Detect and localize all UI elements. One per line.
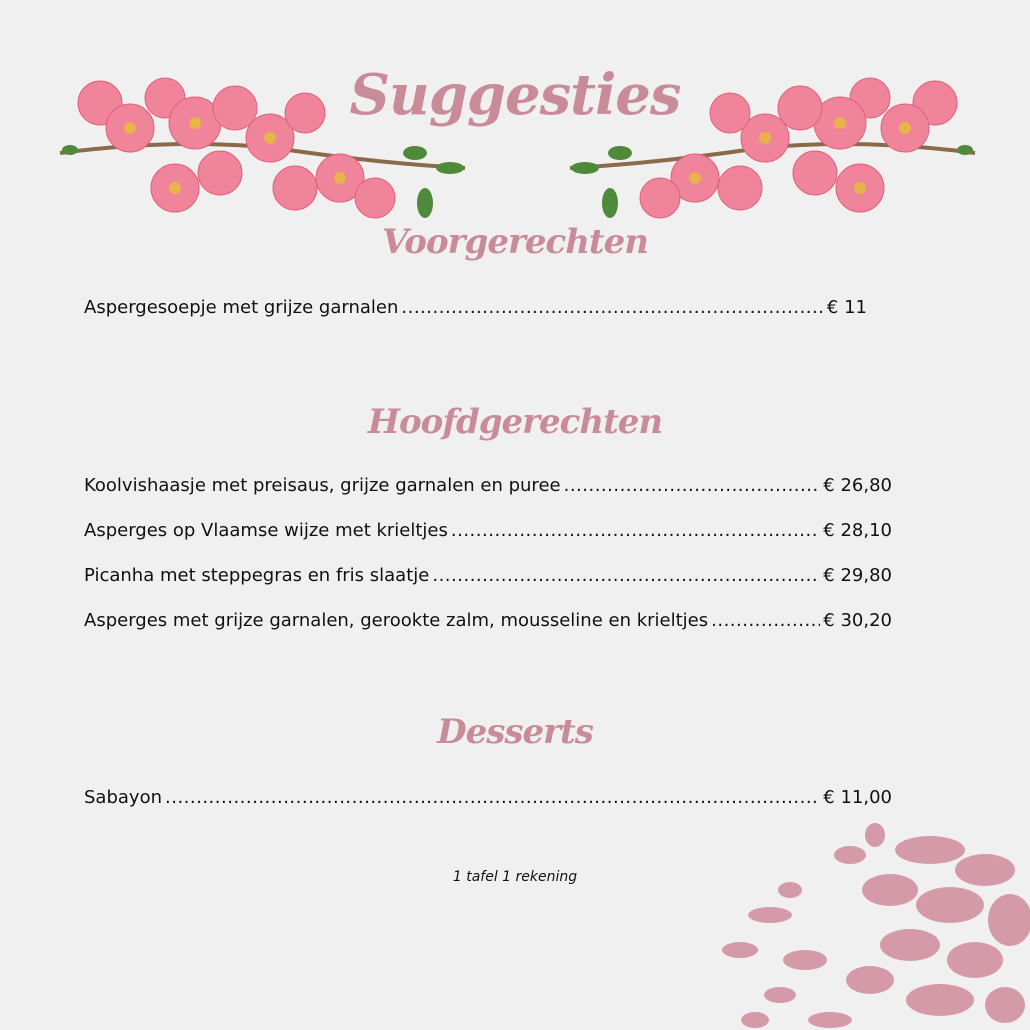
menu-item-name: Aspergesoepje met grijze garnalen [84, 297, 399, 318]
menu-item-price: € 11,00 [823, 787, 892, 808]
menu-item-price: € 29,80 [823, 565, 892, 586]
section-heading-desserts: Desserts [437, 712, 593, 752]
menu-item-name: Asperges met grijze garnalen, gerookte zalm, mousseline en krieltjes [84, 610, 709, 631]
section-heading-voorgerechten: Voorgerechten [382, 222, 648, 262]
menu-item [84, 295, 867, 321]
leader-dots [401, 295, 824, 321]
menu-item-name: Picanha met steppegras en fris slaatje [84, 565, 430, 586]
leader-dots [432, 563, 820, 589]
menu-item-name: Sabayon [84, 787, 162, 808]
menu-item-name: Asperges op Vlaamse wijze met krieltjes [84, 520, 448, 541]
menu-item [84, 563, 892, 589]
rose-stencil-icon [710, 820, 1030, 1030]
menu-item-name: Koolvishaasje met preisaus, grijze garnalen en puree [84, 475, 561, 496]
menu-item [84, 473, 892, 499]
menu-item-price: € 26,80 [823, 475, 892, 496]
leader-dots [564, 473, 821, 499]
menu-item [84, 518, 892, 544]
menu-item-price: € 30,20 [823, 610, 892, 631]
menu-item [84, 785, 892, 811]
leader-dots [165, 785, 820, 811]
leader-dots [451, 518, 820, 544]
footer-note: 1 tafel 1 rekening [452, 869, 578, 885]
menu-item-price: € 28,10 [823, 520, 892, 541]
menu-item [84, 608, 892, 634]
leader-dots [711, 608, 820, 634]
menu-item-price: € 11 [826, 297, 867, 318]
section-heading-hoofdgerechten: Hoofdgerechten [367, 402, 663, 442]
menu-title: Suggesties [349, 62, 681, 128]
